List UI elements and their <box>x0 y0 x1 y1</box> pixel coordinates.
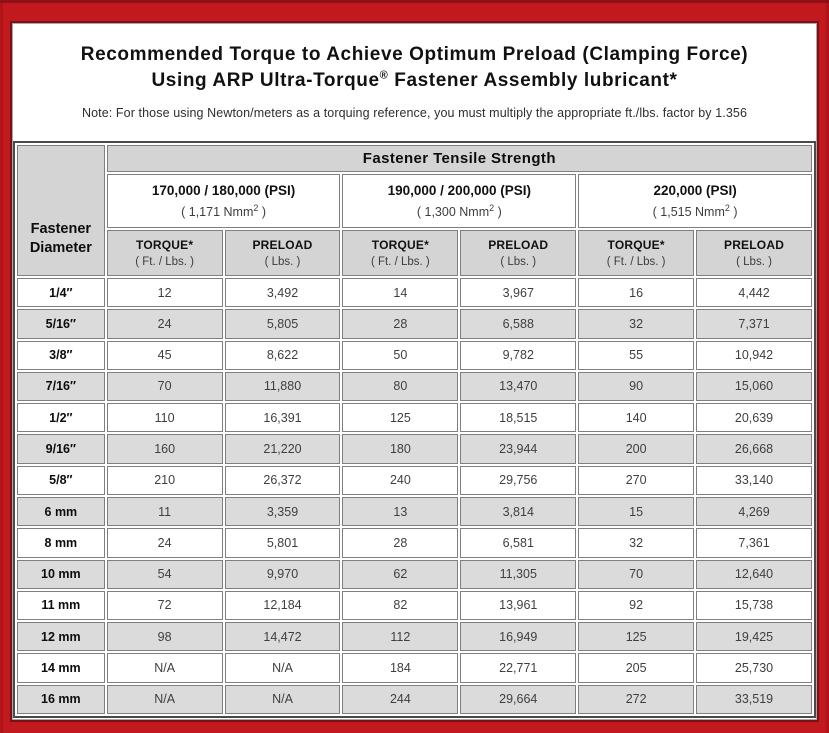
table-row <box>17 497 812 526</box>
content-card <box>13 24 816 719</box>
table-row <box>17 434 812 463</box>
preload-cell: 7,371 <box>696 309 812 338</box>
torque-cell: 70 <box>107 372 223 401</box>
torque-subheader: TORQUE* ( Ft. / Lbs. ) <box>107 230 223 276</box>
preload-cell: N/A <box>225 685 341 714</box>
psi-group-header-1 <box>107 174 341 228</box>
torque-cell: 90 <box>578 372 694 401</box>
torque-cell: 160 <box>107 434 223 463</box>
torque-cell: N/A <box>107 653 223 682</box>
diameter-cell: 6 mm <box>17 497 105 526</box>
torque-cell: 82 <box>342 591 458 620</box>
torque-cell: 125 <box>578 622 694 651</box>
diameter-cell: 1/4″ <box>17 278 105 307</box>
torque-table-wrap <box>13 141 816 718</box>
corner-header-cell: Fastener Diameter <box>17 145 105 276</box>
torque-cell: 28 <box>342 528 458 557</box>
diameter-cell: 9/16″ <box>17 434 105 463</box>
title-line-2: Using ARP Ultra-Torque® Fastener Assembly lubricant* <box>151 69 678 91</box>
preload-cell: 26,372 <box>225 466 341 495</box>
torque-cell: 92 <box>578 591 694 620</box>
table-row <box>17 278 812 307</box>
torque-cell: 45 <box>107 341 223 370</box>
preload-cell: 4,269 <box>696 497 812 526</box>
preload-cell: 20,639 <box>696 403 812 432</box>
table-row <box>17 560 812 589</box>
preload-subheader: PRELOAD ( Lbs. ) <box>225 230 341 276</box>
torque-cell: 50 <box>342 341 458 370</box>
preload-cell: 16,391 <box>225 403 341 432</box>
preload-cell: 6,581 <box>460 528 576 557</box>
torque-cell: 32 <box>578 309 694 338</box>
torque-cell: 98 <box>107 622 223 651</box>
torque-cell: 11 <box>107 497 223 526</box>
torque-cell: N/A <box>107 685 223 714</box>
torque-cell: 72 <box>107 591 223 620</box>
table-row <box>17 622 812 651</box>
diameter-cell: 11 mm <box>17 591 105 620</box>
nmm-superscript: 2 <box>489 202 495 213</box>
preload-cell: 9,782 <box>460 341 576 370</box>
subheader-row <box>17 230 812 276</box>
table-row <box>17 685 812 714</box>
preload-cell: 22,771 <box>460 653 576 682</box>
torque-cell: 24 <box>107 528 223 557</box>
preload-cell: 18,515 <box>460 403 576 432</box>
preload-cell: 11,880 <box>225 372 341 401</box>
preload-cell: 21,220 <box>225 434 341 463</box>
diameter-cell: 3/8″ <box>17 341 105 370</box>
preload-cell: 3,359 <box>225 497 341 526</box>
torque-cell: 110 <box>107 403 223 432</box>
torque-cell: 12 <box>107 278 223 307</box>
preload-cell: 15,060 <box>696 372 812 401</box>
preload-cell: 5,805 <box>225 309 341 338</box>
psi-group-row <box>17 174 812 228</box>
torque-cell: 200 <box>578 434 694 463</box>
preload-cell: 15,738 <box>696 591 812 620</box>
torque-cell: 16 <box>578 278 694 307</box>
preload-cell: 26,668 <box>696 434 812 463</box>
torque-cell: 32 <box>578 528 694 557</box>
preload-cell: 16,949 <box>460 622 576 651</box>
preload-subheader: PRELOAD ( Lbs. ) <box>460 230 576 276</box>
nmm-superscript: 2 <box>253 202 259 213</box>
diameter-cell: 1/2″ <box>17 403 105 432</box>
diameter-cell: 10 mm <box>17 560 105 589</box>
torque-subheader: TORQUE* ( Ft. / Lbs. ) <box>578 230 694 276</box>
torque-table <box>13 141 816 718</box>
torque-cell: 80 <box>342 372 458 401</box>
page-title <box>13 42 816 94</box>
preload-cell: 29,664 <box>460 685 576 714</box>
preload-cell: 5,801 <box>225 528 341 557</box>
diameter-cell: 7/16″ <box>17 372 105 401</box>
table-row <box>17 341 812 370</box>
torque-cell: 28 <box>342 309 458 338</box>
preload-cell: 23,944 <box>460 434 576 463</box>
preload-cell: 33,519 <box>696 685 812 714</box>
table-row <box>17 403 812 432</box>
preload-cell: 13,470 <box>460 372 576 401</box>
nmm-label: ( 1,300 Nmm$^2$ ) <box>416 202 502 220</box>
tensile-strength-header: Fastener Tensile Strength <box>107 145 812 172</box>
torque-cell: 210 <box>107 466 223 495</box>
preload-cell: 10,942 <box>696 341 812 370</box>
torque-cell: 205 <box>578 653 694 682</box>
psi-label: 190,000 / 200,000 (PSI) <box>387 182 531 198</box>
table-row <box>17 528 812 557</box>
psi-label: 170,000 / 180,000 (PSI) <box>151 182 296 198</box>
torque-cell: 180 <box>342 434 458 463</box>
preload-cell: 3,967 <box>460 278 576 307</box>
diameter-cell: 12 mm <box>17 622 105 651</box>
preload-cell: 11,305 <box>460 560 576 589</box>
torque-cell: 24 <box>107 309 223 338</box>
header-block <box>13 24 816 120</box>
preload-cell: 8,622 <box>225 341 341 370</box>
torque-cell: 54 <box>107 560 223 589</box>
nmm-superscript: 2 <box>724 202 730 213</box>
nmm-label: ( 1,515 Nmm$^2$ ) <box>652 202 738 220</box>
preload-cell: 12,640 <box>696 560 812 589</box>
preload-cell: 14,472 <box>225 622 341 651</box>
preload-cell: 12,184 <box>225 591 341 620</box>
preload-cell: 13,961 <box>460 591 576 620</box>
diameter-cell: 16 mm <box>17 685 105 714</box>
table-row <box>17 466 812 495</box>
torque-cell: 55 <box>578 341 694 370</box>
title-line-1: Recommended Torque to Achieve Optimum Preload (Clamping Force) <box>80 44 749 65</box>
torque-cell: 125 <box>342 403 458 432</box>
preload-cell: N/A <box>225 653 341 682</box>
torque-cell: 244 <box>342 685 458 714</box>
diameter-cell: 5/16″ <box>17 309 105 338</box>
preload-subheader: PRELOAD ( Lbs. ) <box>696 230 812 276</box>
table-body <box>17 278 812 714</box>
preload-cell: 4,442 <box>696 278 812 307</box>
preload-cell: 9,970 <box>225 560 341 589</box>
tensile-strength-row <box>17 145 812 172</box>
torque-cell: 62 <box>342 560 458 589</box>
torque-subheader: TORQUE* ( Ft. / Lbs. ) <box>342 230 458 276</box>
torque-cell: 13 <box>342 497 458 526</box>
torque-cell: 14 <box>342 278 458 307</box>
preload-cell: 33,140 <box>696 466 812 495</box>
psi-label: 220,000 (PSI) <box>653 182 737 198</box>
diameter-cell: 14 mm <box>17 653 105 682</box>
psi-group-header-3 <box>578 174 812 228</box>
table-row <box>17 591 812 620</box>
table-row <box>17 653 812 682</box>
registered-trademark-sup: ® <box>379 69 389 82</box>
torque-cell: 272 <box>578 685 694 714</box>
note-text: Note: For those using Newton/meters as a torquing reference, you must multiply the appropriate ft./lbs. factor by 1.356 <box>81 106 747 120</box>
torque-cell: 112 <box>342 622 458 651</box>
table-row <box>17 372 812 401</box>
diameter-cell: 5/8″ <box>17 466 105 495</box>
preload-cell: 7,361 <box>696 528 812 557</box>
preload-cell: 25,730 <box>696 653 812 682</box>
preload-cell: 29,756 <box>460 466 576 495</box>
torque-cell: 140 <box>578 403 694 432</box>
preload-cell: 3,492 <box>225 278 341 307</box>
torque-cell: 70 <box>578 560 694 589</box>
table-row <box>17 309 812 338</box>
torque-cell: 240 <box>342 466 458 495</box>
torque-cell: 270 <box>578 466 694 495</box>
diameter-cell: 8 mm <box>17 528 105 557</box>
preload-cell: 6,588 <box>460 309 576 338</box>
preload-cell: 3,814 <box>460 497 576 526</box>
torque-cell: 15 <box>578 497 694 526</box>
torque-cell: 184 <box>342 653 458 682</box>
psi-group-header-2 <box>342 174 576 228</box>
preload-cell: 19,425 <box>696 622 812 651</box>
nmm-label: ( 1,171 Nmm$^2$ ) <box>181 202 267 220</box>
